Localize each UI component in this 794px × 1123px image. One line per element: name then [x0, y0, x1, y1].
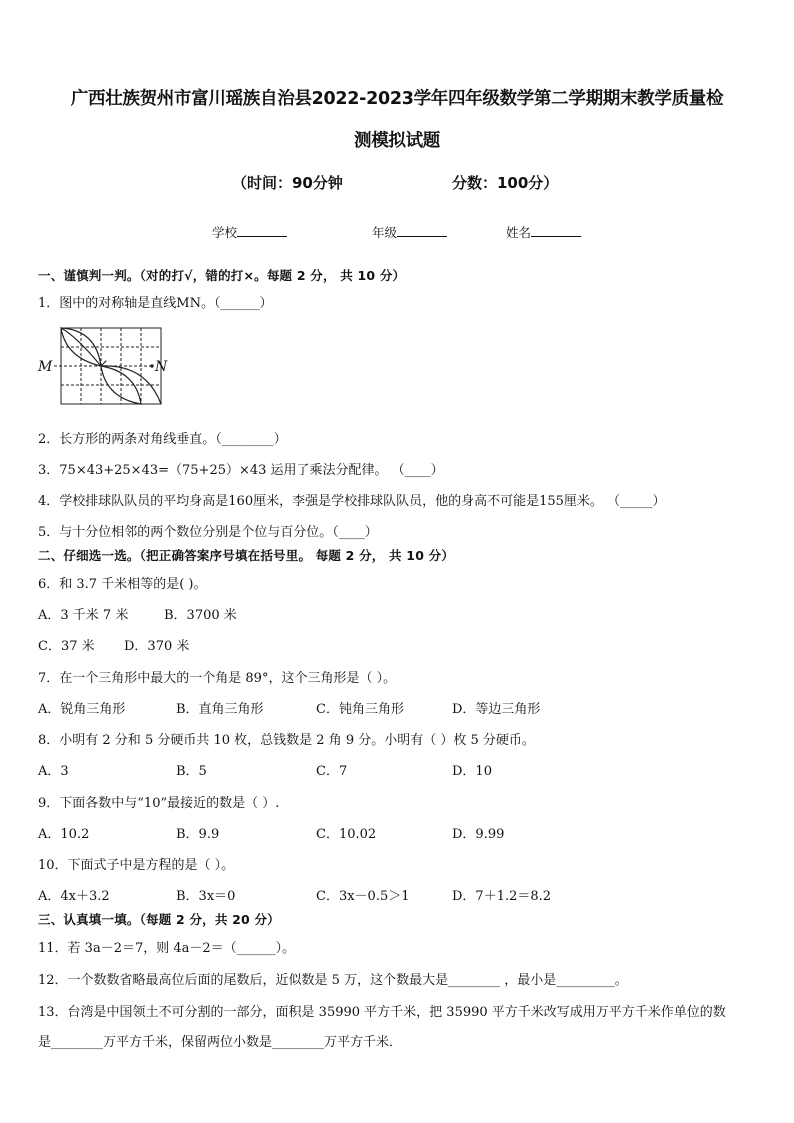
school-blank[interactable]: [237, 224, 287, 237]
grade-field[interactable]: [372, 223, 447, 241]
q9-option-c[interactable]: C．10.02: [316, 827, 377, 842]
q8-option-c[interactable]: C．7: [316, 764, 348, 779]
question-3: 3．75×43+25×43=（75+25）×43 运用了乘法分配律。 （____）: [38, 463, 444, 478]
question-6: 6．和 3.7 千米相等的是( )。: [38, 577, 207, 592]
q8-option-b[interactable]: B．5: [176, 764, 207, 779]
q9-option-d[interactable]: D．9.99: [452, 827, 505, 842]
section-2-heading: 二、仔细选一选。（把正确答案序号填在括号里。 每题 2 分， 共 10 分）: [38, 548, 455, 563]
symmetry-figure: [36, 324, 166, 408]
question-5: 5．与十分位相邻的两个数位分别是个位与百分位。（____）: [38, 525, 378, 540]
q6-option-d[interactable]: D．370 米: [124, 639, 190, 654]
q7-option-b[interactable]: B．直角三角形: [176, 702, 264, 717]
question-11: 11．若 3a－2＝7，则 4a－2＝（______）。: [38, 941, 296, 956]
q9-option-a[interactable]: A．10.2: [38, 827, 90, 842]
q8-option-a[interactable]: A．3: [38, 764, 69, 779]
question-7: 7．在一个三角形中最大的一个角是 89°，这个三角形是（ ）。: [38, 671, 397, 686]
q8-option-d[interactable]: D．10: [452, 764, 492, 779]
q10-option-a[interactable]: A．4x＋3.2: [38, 889, 110, 904]
label-n: N: [155, 359, 168, 375]
time-limit: （时间：90分钟: [232, 174, 343, 192]
question-12: 12．一个数数省略最高位后面的尾数后，近似数是 5 万，这个数最大是________ ，最小是_________。: [38, 973, 628, 988]
exam-title-line1: 广西壮族贺州市富川瑶族自治县2022-2023学年四年级数学第二学期期末教学质量检: [70, 89, 724, 109]
school-field[interactable]: [212, 223, 287, 241]
name-field[interactable]: [506, 223, 581, 241]
q9-option-b[interactable]: B．9.9: [176, 827, 220, 842]
question-13-line1: 13．台湾是中国领土不可分割的一部分，面积是 35990 平方千米，把 35990 平方千米改写成用万平方千米作单位的数: [38, 1005, 726, 1020]
question-1: 1．图中的对称轴是直线MN。（______）: [38, 296, 273, 311]
q6-option-c[interactable]: C．37 米: [38, 639, 95, 654]
total-score: 分数：100分）: [452, 174, 559, 192]
question-13-line2: 是________万平方千米，保留两位小数是________万平方千米．: [38, 1035, 403, 1050]
q10-option-b[interactable]: B．3x＝0: [176, 889, 236, 904]
label-m: M: [38, 359, 53, 375]
section-1-heading: 一、谨慎判一判。（对的打√，错的打×。每题 2 分， 共 10 分）: [38, 268, 406, 283]
q7-option-a[interactable]: A．锐角三角形: [38, 702, 126, 717]
grade-blank[interactable]: [397, 224, 447, 237]
question-4: 4．学校排球队队员的平均身高是160厘米，李强是学校排球队队员，他的身高不可能是155厘米。 （_____）: [38, 494, 666, 509]
question-9: 9．下面各数中与“10”最接近的数是（ ）.: [38, 796, 280, 811]
grade-label: 年级: [372, 225, 398, 240]
question-8: 8．小明有 2 分和 5 分硬币共 10 枚，总钱数是 2 角 9 分。小明有（ ）枚 5 分硬币。: [38, 733, 535, 748]
name-label: 姓名: [506, 225, 532, 240]
question-2: 2．长方形的两条对角线垂直。（________）: [38, 432, 287, 447]
q7-option-d[interactable]: D．等边三角形: [452, 702, 541, 717]
q10-option-c[interactable]: C．3x－0.5＞1: [316, 889, 410, 904]
question-10: 10．下面式子中是方程的是（ ）。: [38, 858, 235, 873]
q6-option-b[interactable]: B．3700 米: [164, 608, 237, 623]
point-n: [151, 365, 153, 367]
q7-option-c[interactable]: C．钝角三角形: [316, 702, 404, 717]
name-blank[interactable]: [531, 224, 581, 237]
exam-title-line2: 测模拟试题: [354, 131, 440, 151]
school-label: 学校: [212, 225, 238, 240]
q10-option-d[interactable]: D．7＋1.2＝8.2: [452, 889, 552, 904]
q6-option-a[interactable]: A．3 千米 7 米: [38, 608, 129, 623]
section-3-heading: 三、认真填一填。（每题 2 分，共 20 分）: [38, 912, 280, 927]
